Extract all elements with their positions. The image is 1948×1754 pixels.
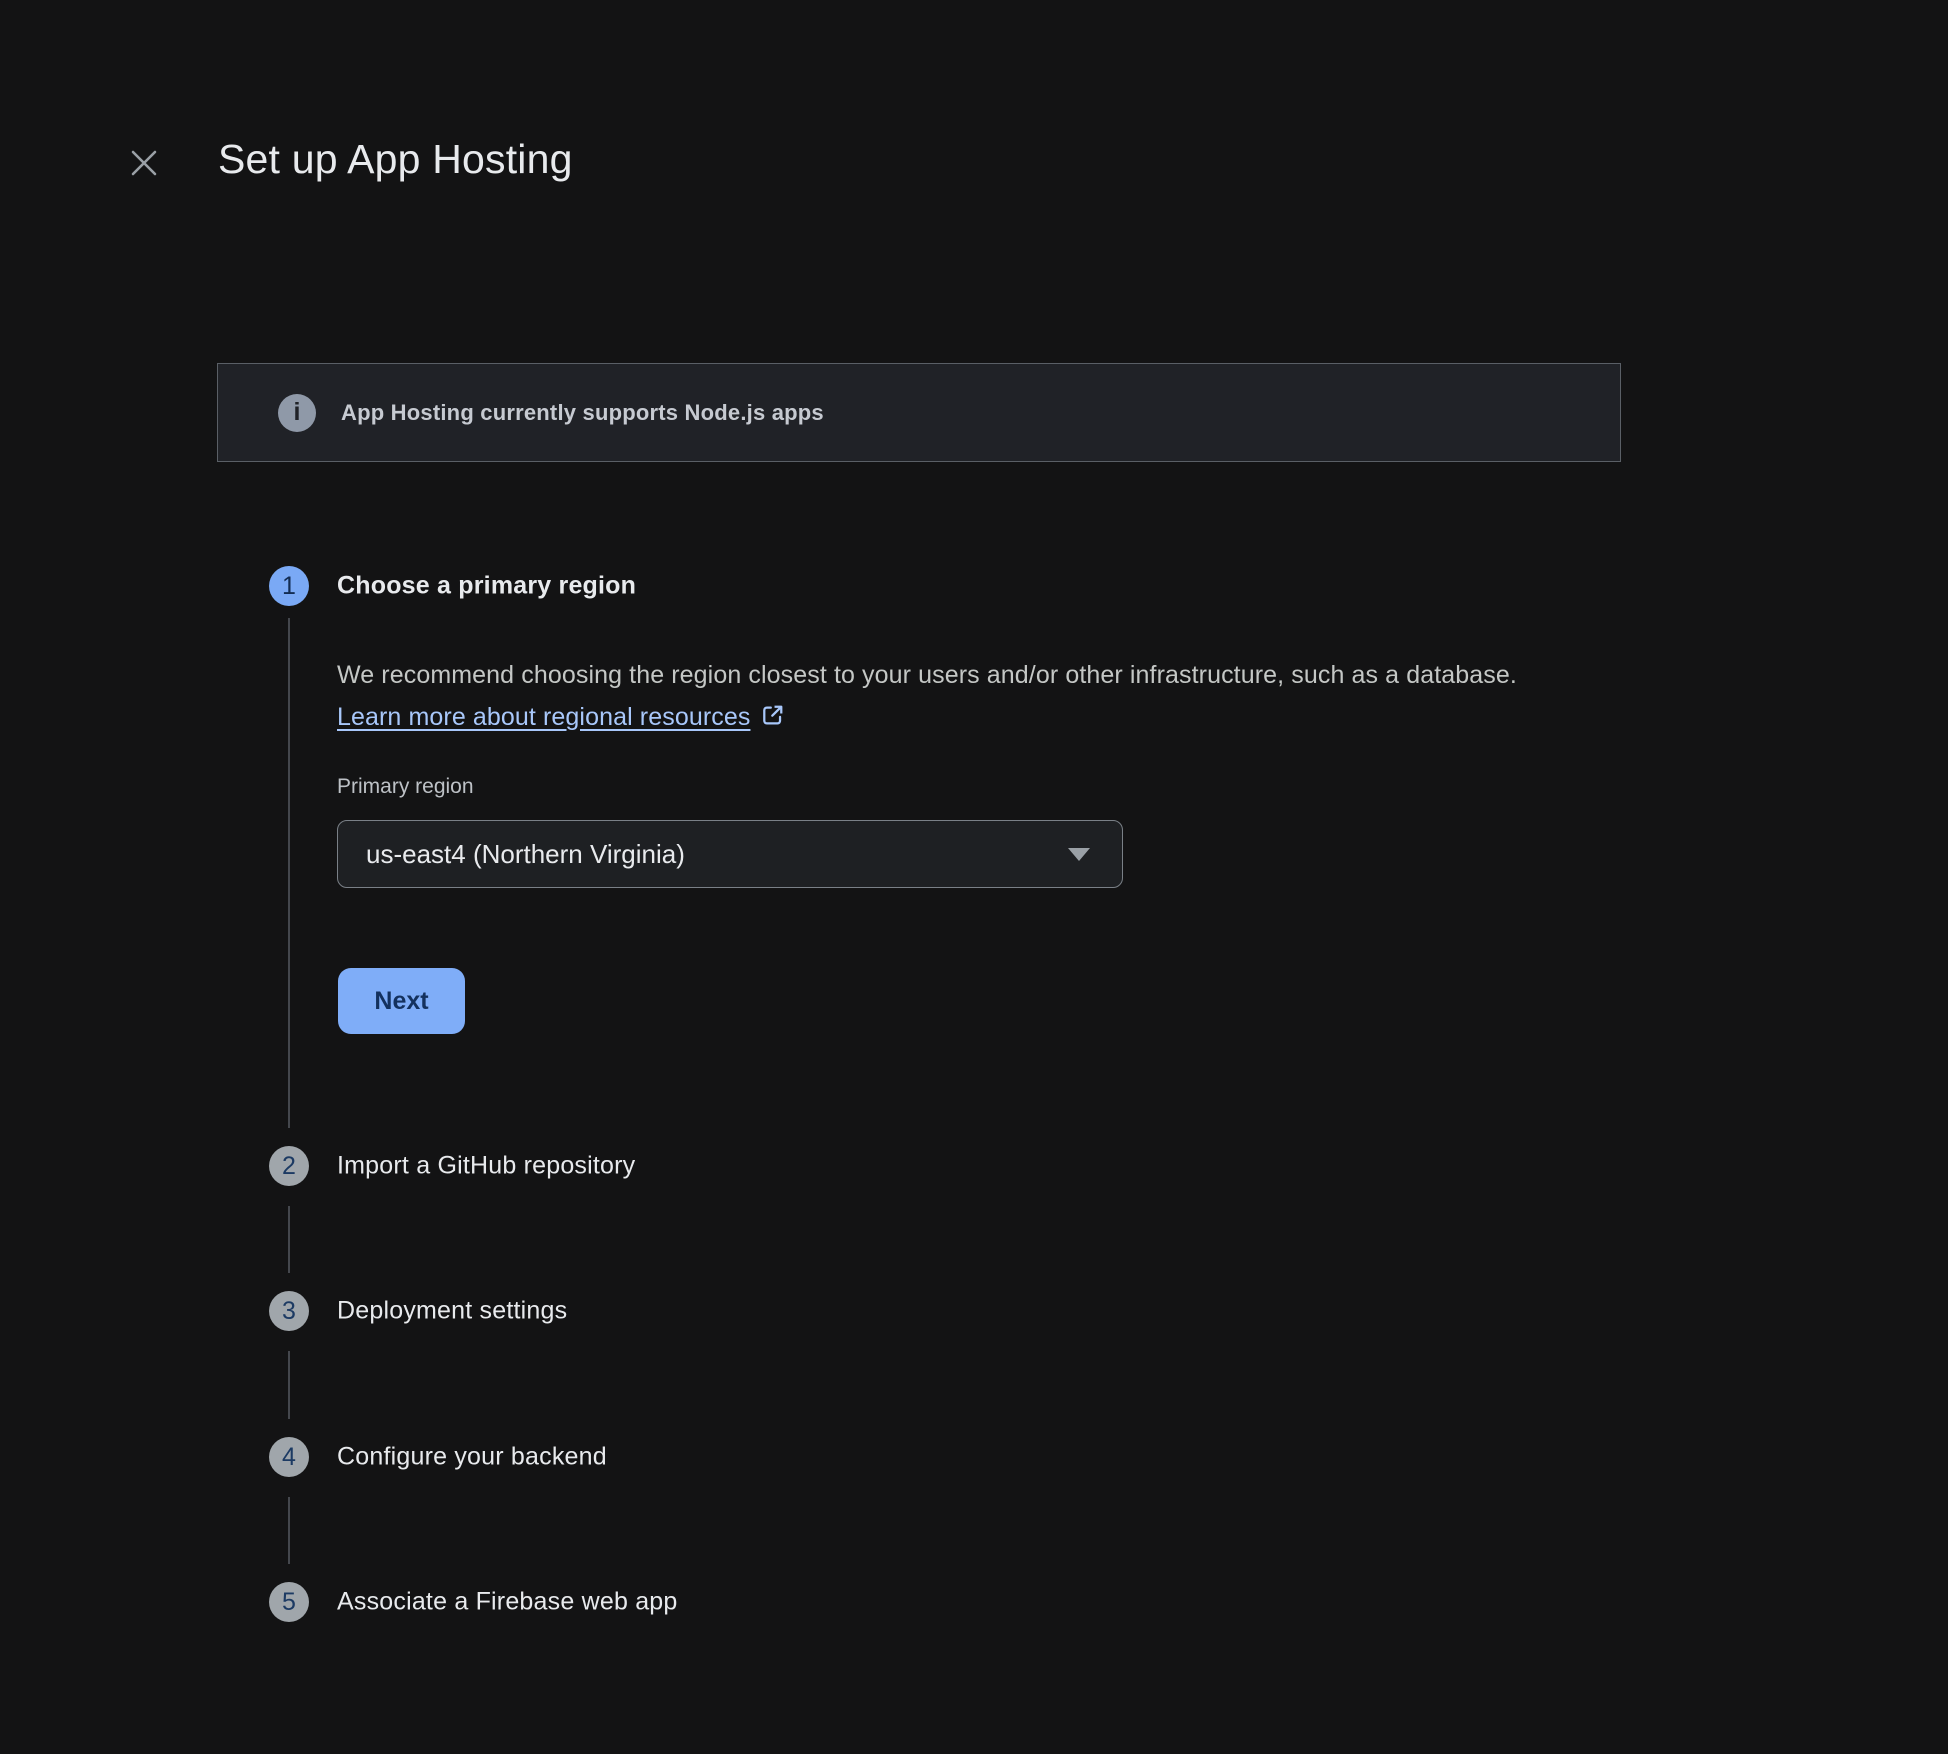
step-number-1: 1 xyxy=(282,571,296,600)
step-label-import-github-repository: Import a GitHub repository xyxy=(337,1151,636,1180)
info-icon xyxy=(278,394,316,432)
step-label-associate-firebase-web-app: Associate a Firebase web app xyxy=(337,1587,678,1616)
step-circle-3 xyxy=(269,1291,309,1331)
step-number-3: 3 xyxy=(282,1296,296,1325)
step-number-4: 4 xyxy=(282,1442,296,1471)
selected-region-value: us-east4 (Northern Virginia) xyxy=(366,838,685,869)
step-connector xyxy=(288,618,290,1128)
region-description-text: We recommend choosing the region closest to your users and/or other infrastructure, such as a database. xyxy=(337,661,1517,689)
info-icon-glyph: i xyxy=(293,398,301,426)
step-number-5: 5 xyxy=(282,1587,296,1616)
dropdown-caret-icon xyxy=(1068,848,1090,861)
primary-region-select[interactable] xyxy=(337,820,1123,888)
learn-more-link-text: Learn more about regional resources xyxy=(337,703,751,731)
step-connector xyxy=(288,1351,290,1419)
learn-more-link[interactable] xyxy=(337,703,786,731)
close-button[interactable] xyxy=(116,135,172,191)
page-title: Set up App Hosting xyxy=(218,136,573,182)
step-circle-4 xyxy=(269,1437,309,1477)
step-label-deployment-settings: Deployment settings xyxy=(337,1296,568,1325)
next-button[interactable]: Next xyxy=(338,968,465,1034)
step-connector xyxy=(288,1206,290,1273)
close-icon xyxy=(126,145,162,181)
step-label-configure-your-backend: Configure your backend xyxy=(337,1442,607,1471)
step-label-choose-primary-region: Choose a primary region xyxy=(337,571,637,600)
step-number-2: 2 xyxy=(282,1151,296,1180)
external-link-icon xyxy=(759,700,786,742)
info-banner xyxy=(217,363,1621,462)
banner-text: App Hosting currently supports Node.js apps xyxy=(341,399,824,425)
step-circle-2 xyxy=(269,1146,309,1186)
step-circle-5 xyxy=(269,1582,309,1622)
region-description xyxy=(337,654,1552,742)
step-connector xyxy=(288,1497,290,1564)
primary-region-label: Primary region xyxy=(337,775,474,798)
step-circle-1 xyxy=(269,566,309,606)
